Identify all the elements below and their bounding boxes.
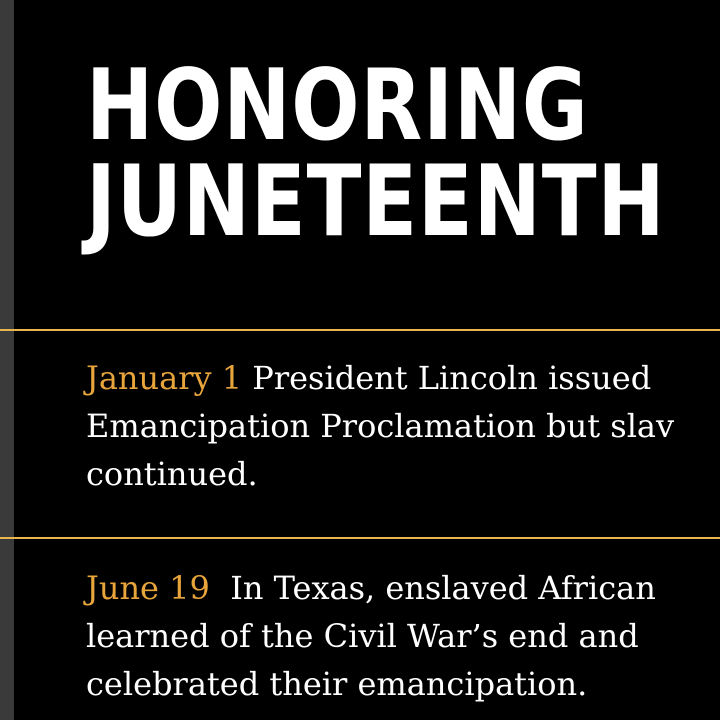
entry-text: In Texas, enslaved African xyxy=(209,569,656,607)
page-title xyxy=(86,49,666,259)
divider-top xyxy=(0,329,720,331)
title-line-2: JUNETEENTH xyxy=(86,145,666,259)
entry-date: January 1 xyxy=(86,359,243,397)
entry-line: continued. xyxy=(86,455,258,493)
timeline-entry-june xyxy=(86,564,656,708)
entry-text: President Lincoln issued xyxy=(242,359,652,397)
entry-line: Emancipation Proclamation but slav xyxy=(86,407,675,445)
entry-line xyxy=(86,354,674,402)
timeline-entry-january xyxy=(86,354,674,498)
entry-date: June 19 xyxy=(86,569,210,607)
title-line-1: HONORING xyxy=(86,49,589,163)
entry-line xyxy=(86,564,656,612)
divider-middle xyxy=(0,537,720,539)
left-accent-bar xyxy=(0,0,14,720)
entry-line: celebrated their emancipation. xyxy=(86,665,588,703)
entry-line: learned of the Civil War’s end and xyxy=(86,617,639,655)
